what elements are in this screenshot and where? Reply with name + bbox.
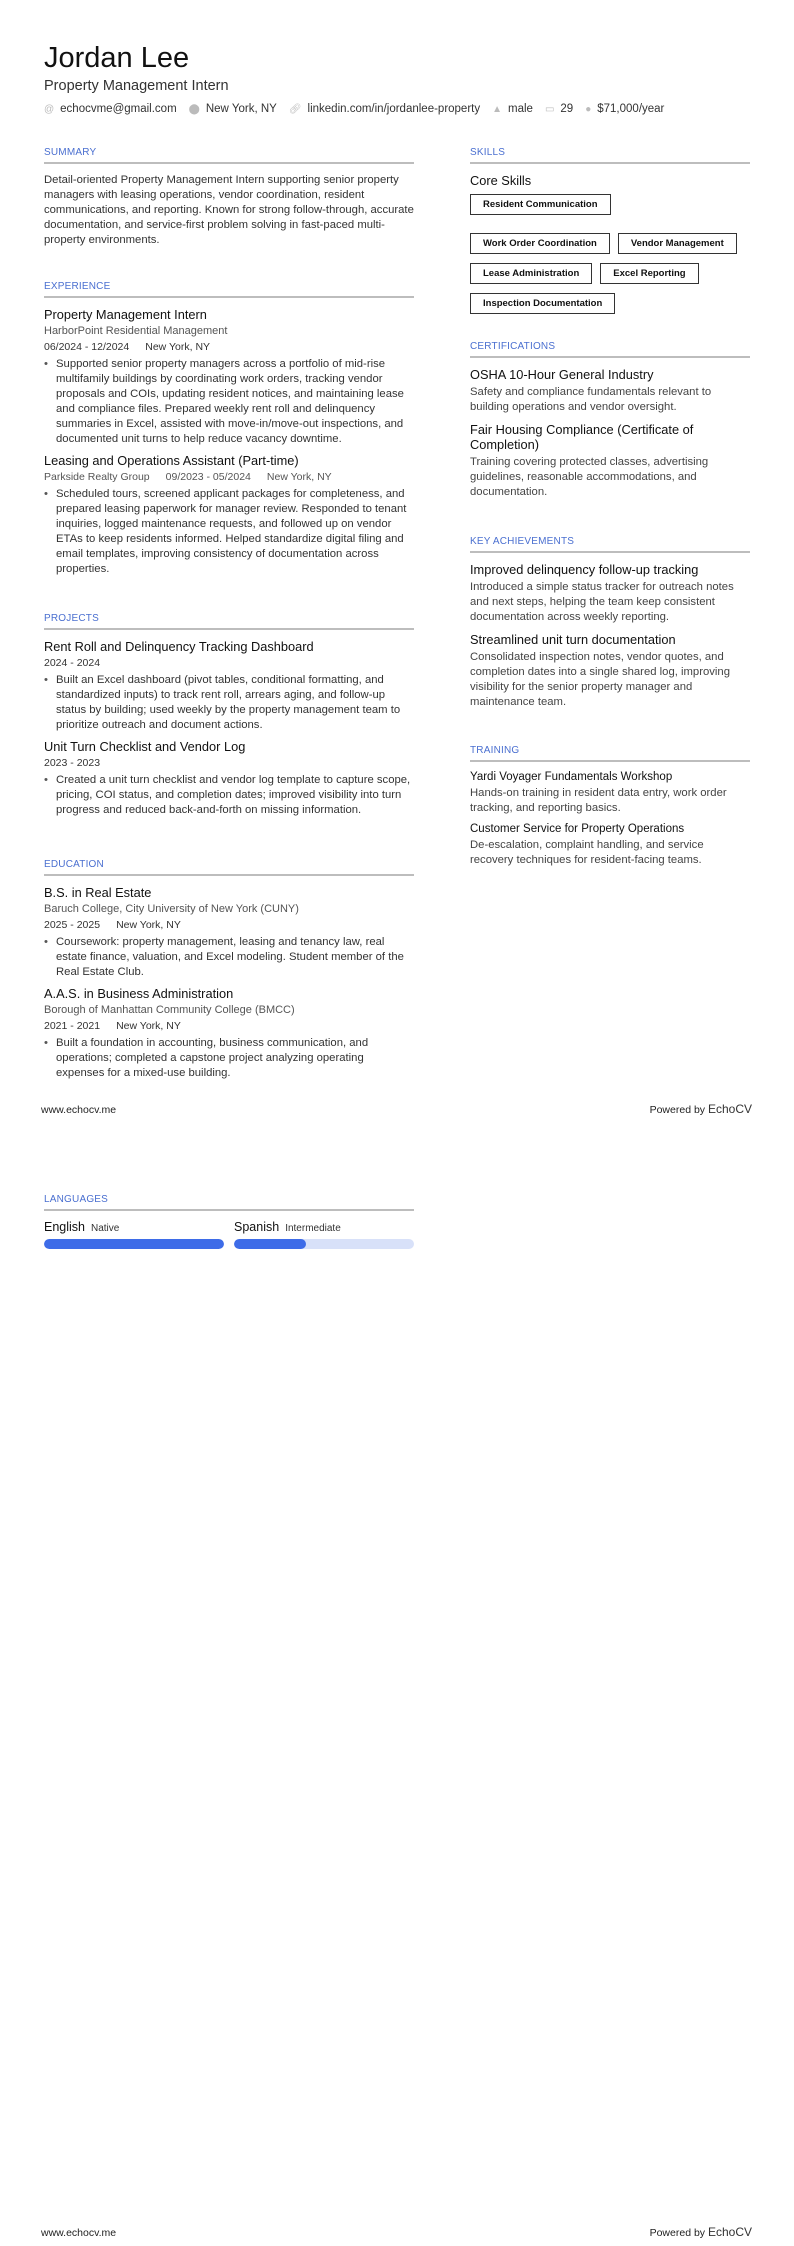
contact-salary: $71,000/year xyxy=(597,103,665,115)
footer-site-link[interactable]: www.echocv.me xyxy=(41,1104,117,1116)
location: New York, NY xyxy=(145,341,211,353)
dates: 2021 - 2021 xyxy=(44,1020,101,1032)
language-name: Spanish xyxy=(234,1220,280,1234)
achievement-desc: Consolidated inspection notes, vendor quotes, and completion dates into a single shared log, improving visibility for the senior property manager and maintenance team. xyxy=(470,651,730,708)
education-section xyxy=(44,859,414,1087)
skill-chip: Vendor Management xyxy=(618,233,737,254)
section-heading: SUMMARY xyxy=(44,147,414,164)
contact-linkedin[interactable]: linkedin.com/in/jordanlee-property xyxy=(307,103,481,115)
skill-chip: Excel Reporting xyxy=(600,263,698,284)
language-bar xyxy=(234,1239,414,1249)
language-level: Native xyxy=(91,1223,120,1234)
training-desc: De-escalation, complaint handling, and service recovery techniques for resident-facing teams. xyxy=(470,839,704,866)
project-title: Rent Roll and Delinquency Tracking Dashboard xyxy=(44,639,314,654)
dates: 06/2024 - 12/2024 xyxy=(44,341,130,353)
summary-section xyxy=(44,147,414,248)
section-heading: EDUCATION xyxy=(44,859,414,876)
cert-title: Fair Housing Compliance (Certificate of Completion) xyxy=(470,422,694,452)
section-heading: CERTIFICATIONS xyxy=(470,341,750,358)
user-icon: ▲ xyxy=(492,103,503,115)
location: New York, NY xyxy=(116,919,181,931)
projects-section xyxy=(44,613,414,824)
company: HarborPoint Residential Management xyxy=(44,325,228,337)
job-title: Leasing and Operations Assistant (Part-time) xyxy=(44,453,299,468)
dates: 2023 - 2023 xyxy=(44,757,101,769)
language-bar-fill xyxy=(44,1239,224,1249)
cert-desc: Training covering protected classes, advertising guidelines, reasonable accommodations, and documentation. xyxy=(470,456,709,498)
language-name: English xyxy=(44,1220,85,1234)
training-title: Yardi Voyager Fundamentals Workshop xyxy=(470,771,673,783)
contact-age: 29 xyxy=(560,103,574,115)
experience-item xyxy=(44,307,414,447)
skill-group-title: Core Skills xyxy=(470,173,532,188)
school: Baruch College, City University of New York (CUNY) xyxy=(44,903,299,915)
section-heading: KEY ACHIEVEMENTS xyxy=(470,536,750,553)
education-item xyxy=(44,885,414,980)
language-item xyxy=(234,1220,414,1249)
bullet: • Built an Excel dashboard (pivot tables, conditional formatting, and standardized inputs) to track rent roll, arrears aging, and follow-up status by building; used weekly by the property management team to prioritize outreach and document actions. xyxy=(44,673,414,733)
summary-text: Detail-oriented Property Management Intern supporting senior property managers with leasing operations, vendor coordination, resident communications, and reporting. Known for strong follow-through, accurate documentation, and service-first problem solving in fast-paced multi-property environments. xyxy=(44,174,414,246)
cert-title: OSHA 10-Hour General Industry xyxy=(470,367,654,382)
contact-gender: male xyxy=(508,103,533,115)
job-title: Property Management Intern xyxy=(44,307,207,322)
training-desc: Hands-on training in resident data entry, work order tracking, and reporting basics. xyxy=(470,787,727,814)
dates: 2025 - 2025 xyxy=(44,919,101,931)
school: Borough of Manhattan Community College (BMCC) xyxy=(44,1004,295,1016)
training-title: Customer Service for Property Operations xyxy=(470,823,685,835)
location: New York, NY xyxy=(266,471,332,483)
bullet: • Scheduled tours, screened applicant packages for completeness, and prepared leasing paperwork for manager review. Responded to tenant inquiries, logged maintenance requests, and followed up on vendor ETAs to keep residents informed. Helped standardize digital filing and email templates, improving consistency of documentation across properties. xyxy=(44,487,414,577)
bullet: • Coursework: property management, leasing and tenancy law, real estate finance, valuation, and Excel modeling. Student member of the Real Estate Club. xyxy=(44,935,414,980)
powered-by-label: Powered by xyxy=(649,1104,706,1116)
footer-site-link[interactable]: www.echocv.me xyxy=(41,2227,117,2239)
company: Parkside Realty Group xyxy=(44,471,150,483)
section-heading: EXPERIENCE xyxy=(44,281,414,298)
section-heading: PROJECTS xyxy=(44,613,414,630)
link-icon: 🔗︎ xyxy=(288,103,302,115)
language-bar-fill xyxy=(234,1239,306,1249)
powered-by-label: Powered by xyxy=(649,2227,706,2239)
candidate-name: Jordan Lee xyxy=(44,42,190,74)
achievement-title: Improved delinquency follow-up tracking xyxy=(470,562,699,577)
bullet: • Created a unit turn checklist and vendor log template to capture scope, pricing, COI status, and completion dates; improved visibility into turn progress and reduced back-and-forth on missing information. xyxy=(44,773,414,818)
achievement-title: Streamlined unit turn documentation xyxy=(470,632,676,647)
skills-section xyxy=(470,147,750,314)
at-icon: @ xyxy=(44,103,55,115)
section-heading: SKILLS xyxy=(470,147,750,164)
section-heading: LANGUAGES xyxy=(44,1194,414,1211)
project-item xyxy=(44,739,414,818)
training-section xyxy=(470,745,750,875)
achievement-desc: Introduced a simple status tracker for outreach notes and next steps, helping the team keep consistent documentation across weekly reporting. xyxy=(470,581,734,623)
languages-section xyxy=(44,1194,414,1249)
experience-section xyxy=(44,281,414,583)
skill-chip: Work Order Coordination xyxy=(470,233,610,254)
contact-email[interactable]: echocvme@gmail.com xyxy=(60,103,177,115)
candidate-title: Property Management Intern xyxy=(44,78,229,94)
brand-logo: EchoCV xyxy=(707,1102,752,1116)
degree: A.A.S. in Business Administration xyxy=(44,986,234,1001)
language-item xyxy=(44,1220,224,1249)
project-item xyxy=(44,639,414,733)
brand-logo: EchoCV xyxy=(707,2225,752,2239)
money-icon: ● xyxy=(585,103,592,115)
skill-chip: Lease Administration xyxy=(470,263,592,284)
skill-chip: Inspection Documentation xyxy=(470,293,615,314)
bullet: • Supported senior property managers across a portfolio of mid-rise multifamily buildings by coordinating work orders, tracking vendor proposals and COIs, updating resident notices, and maintaining lease and compliance files. Prepared weekly rent roll and delinquency summaries in Excel, assisted with move-in/move-out inspections, and documented unit turns to help reduce vacancy downtime. xyxy=(44,357,414,447)
bullet: • Built a foundation in accounting, business communication, and operations; completed a capstone project analyzing operating expenses for a mixed-use building. xyxy=(44,1036,414,1081)
calendar-icon: ▭ xyxy=(544,103,555,115)
language-bar xyxy=(44,1239,224,1249)
footer-powered xyxy=(650,1102,752,1116)
contact-row xyxy=(44,103,664,115)
project-title: Unit Turn Checklist and Vendor Log xyxy=(44,739,246,754)
dates: 2024 - 2024 xyxy=(44,657,101,669)
skill-chip: Resident Communication xyxy=(470,194,611,215)
footer-powered xyxy=(650,2225,752,2239)
dates: 09/2023 - 05/2024 xyxy=(165,471,251,483)
location-icon: ⬤ xyxy=(188,103,200,115)
language-level: Intermediate xyxy=(285,1223,341,1234)
cert-desc: Safety and compliance fundamentals relevant to building operations and vendor oversight. xyxy=(470,386,712,413)
experience-item xyxy=(44,453,414,577)
section-heading: TRAINING xyxy=(470,745,750,762)
contact-location: New York, NY xyxy=(205,103,277,115)
location: New York, NY xyxy=(116,1020,181,1032)
education-item xyxy=(44,986,414,1081)
achievements-section xyxy=(470,536,750,717)
degree: B.S. in Real Estate xyxy=(44,885,152,900)
certifications-section xyxy=(470,341,750,507)
